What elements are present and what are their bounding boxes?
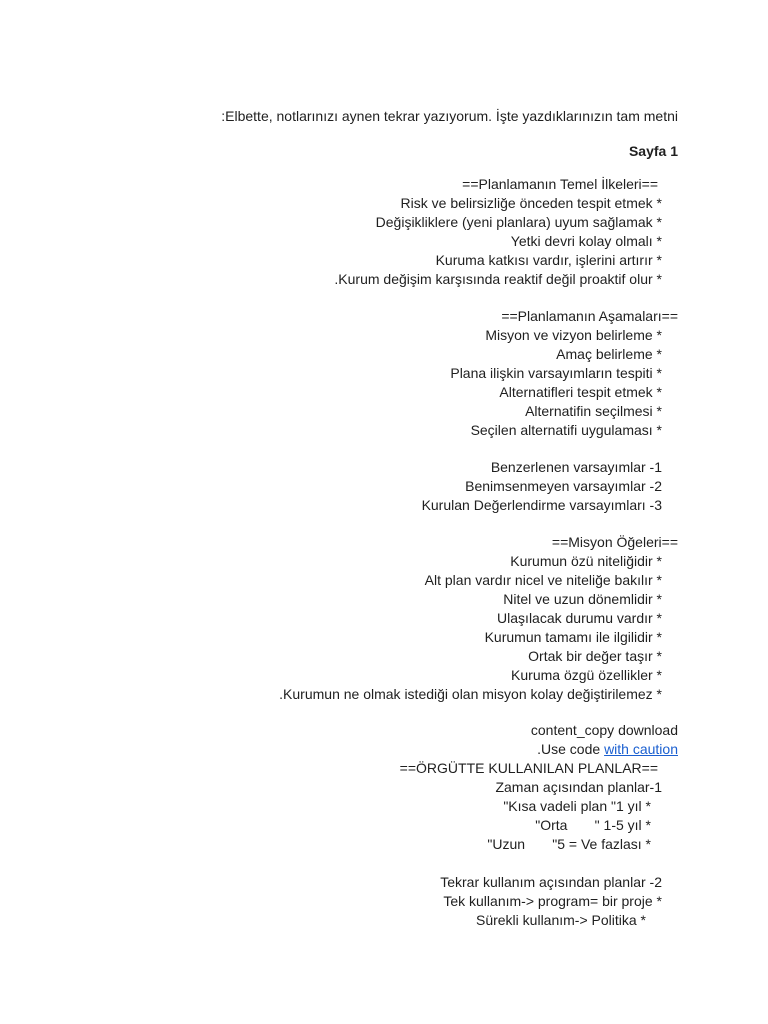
- section-heading-asamalar: ==Planlamanın Aşamaları==: [501, 308, 678, 324]
- list-item: Alternatifin seçilmesi *: [525, 403, 662, 419]
- section-heading-temel-ilkeler: ==Planlamanın Temel İlkeleri==: [462, 176, 658, 192]
- list-item: Kurumun tamamı ile ilgilidir *: [484, 629, 662, 645]
- list-item: "Kısa vadeli plan "1 yıl *: [503, 798, 651, 814]
- list-item: Risk ve belirsizliğe önceden tespit etmek *: [400, 195, 662, 211]
- intro-text: :Elbette, notlarınızı aynen tekrar yazıyorum. İşte yazdıklarınızın tam metni: [221, 108, 678, 124]
- sub-heading-tekrar-kullanim: Tekrar kullanım açısından planlar -2: [440, 874, 662, 890]
- use-code-prefix: .Use code: [537, 741, 605, 757]
- list-item: Ortak bir değer taşır *: [528, 648, 662, 664]
- numbered-item: Kurulan Değerlendirme varsayımları -3: [421, 497, 662, 513]
- use-code-line: [537, 740, 678, 759]
- list-item: Değişikliklere (yeni planlara) uyum sağlamak *: [375, 214, 662, 230]
- list-item: Ulaşılacak durumu vardır *: [497, 610, 662, 626]
- list-item: Kuruma katkısı vardır, işlerini artırır *: [435, 252, 662, 268]
- code-actions-text: content_copy download: [530, 722, 678, 738]
- numbered-item: Benzerlenen varsayımlar -1: [490, 459, 662, 475]
- list-item: Kurumun özü niteliğidir *: [510, 553, 662, 569]
- list-item: Misyon ve vizyon belirleme *: [485, 327, 662, 343]
- numbered-item: Benimsenmeyen varsayımlar -2: [465, 478, 662, 494]
- list-item: Nitel ve uzun dönemlidir *: [503, 591, 662, 607]
- list-item: "Orta " 1-5 yıl *: [535, 817, 651, 833]
- list-item: Alternatifleri tespit etmek *: [499, 384, 662, 400]
- list-item: Seçilen alternatifi uygulaması *: [470, 422, 662, 438]
- page-label: Sayfa 1: [628, 143, 678, 159]
- list-item: Kuruma özgü özellikler *: [511, 667, 662, 683]
- list-item: Yetki devri kolay olmalı *: [510, 233, 662, 249]
- list-item: Amaç belirleme *: [556, 346, 662, 362]
- sub-heading-zaman: Zaman açısından planlar-1: [495, 779, 662, 795]
- with-caution-link[interactable]: with caution: [604, 741, 678, 757]
- list-item: .Kurumun ne olmak istediği olan misyon kolay değiştirilemez *: [279, 686, 662, 702]
- section-heading-orgutte-planlar: ==ÖRGÜTTE KULLANILAN PLANLAR==: [399, 760, 658, 776]
- list-item: Plana ilişkin varsayımların tespiti *: [450, 365, 662, 381]
- list-item: "Uzun "5 = Ve fazlası *: [487, 836, 651, 852]
- section-heading-misyon-ogeleri: ==Misyon Öğeleri==: [551, 534, 678, 550]
- list-item: Tek kullanım-> program= bir proje *: [443, 893, 662, 909]
- list-item: .Kurum değişim karşısında reaktif değil proaktif olur *: [334, 271, 662, 287]
- list-item: Sürekli kullanım-> Politika *: [475, 912, 646, 928]
- list-item: Alt plan vardır nicel ve niteliğe bakılır *: [424, 572, 662, 588]
